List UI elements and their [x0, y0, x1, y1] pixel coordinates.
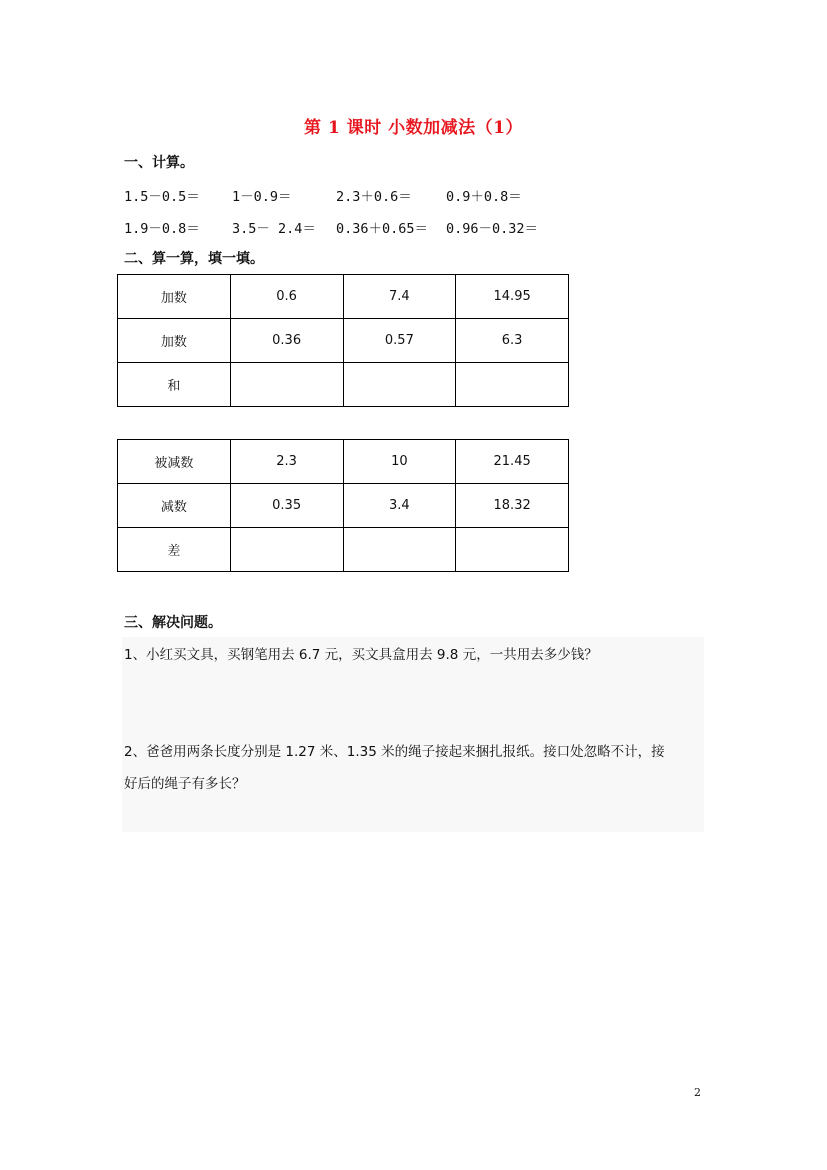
- table-cell: 6.3: [456, 319, 569, 363]
- table-cell: 被减数: [118, 440, 231, 484]
- table-row: [118, 440, 569, 484]
- calc-item: 0.9＋0.8＝: [446, 189, 522, 205]
- table-cell: 0.36: [230, 319, 343, 363]
- page-title: 第 1 课时 小数加减法（1）: [304, 118, 523, 138]
- table-cell: 21.45: [456, 440, 569, 484]
- table-cell: 18.32: [456, 484, 569, 528]
- calc-item: 1.9－0.8＝: [124, 221, 200, 237]
- answer-cell[interactable]: [343, 528, 456, 572]
- table-cell: 减数: [118, 484, 231, 528]
- section-calc-heading: 一、计算。: [124, 155, 194, 171]
- table-row: [118, 275, 569, 319]
- table-cell: 0.6: [230, 275, 343, 319]
- problem-2-line-1: 2、爸爸用两条长度分别是 1.27 米、1.35 米的绳子接起来捆扎报纸。接口处忽略不计，接: [124, 744, 665, 760]
- addition-table: [117, 274, 569, 407]
- table-cell: 10: [343, 440, 456, 484]
- table-cell: 差: [118, 528, 231, 572]
- answer-cell[interactable]: [230, 528, 343, 572]
- table-row: [118, 363, 569, 407]
- problems-box: [122, 637, 704, 832]
- table-cell: 加数: [118, 319, 231, 363]
- calc-item: 3.5－ 2.4＝: [232, 221, 316, 237]
- table-cell: 3.4: [343, 484, 456, 528]
- answer-cell[interactable]: [343, 363, 456, 407]
- calc-item: 1－0.9＝: [232, 189, 292, 205]
- table-cell: 2.3: [230, 440, 343, 484]
- calc-item: 2.3＋0.6＝: [336, 189, 412, 205]
- page-number: 2: [694, 1086, 701, 1099]
- table-cell: 0.57: [343, 319, 456, 363]
- table-row: [118, 484, 569, 528]
- answer-cell[interactable]: [230, 363, 343, 407]
- table-cell: 14.95: [456, 275, 569, 319]
- section-problems-heading: 三、解决问题。: [124, 615, 222, 631]
- problem-2-line-2: 好后的绳子有多长？: [124, 776, 246, 792]
- section-table-heading: 二、算一算，填一填。: [124, 251, 264, 267]
- subtraction-table: [117, 439, 569, 572]
- problem-1: 1、小红买文具，买钢笔用去 6.7 元，买文具盒用去 9.8 元，一共用去多少钱？: [124, 647, 598, 663]
- table-cell: 7.4: [343, 275, 456, 319]
- calc-item: 0.36＋0.65＝: [336, 221, 429, 237]
- table-cell: 和: [118, 363, 231, 407]
- answer-cell[interactable]: [456, 363, 569, 407]
- table-row: [118, 528, 569, 572]
- answer-cell[interactable]: [456, 528, 569, 572]
- table-row: [118, 319, 569, 363]
- calc-item: 0.96－0.32＝: [446, 221, 539, 237]
- calc-item: 1.5－0.5＝: [124, 189, 200, 205]
- table-cell: 加数: [118, 275, 231, 319]
- table-cell: 0.35: [230, 484, 343, 528]
